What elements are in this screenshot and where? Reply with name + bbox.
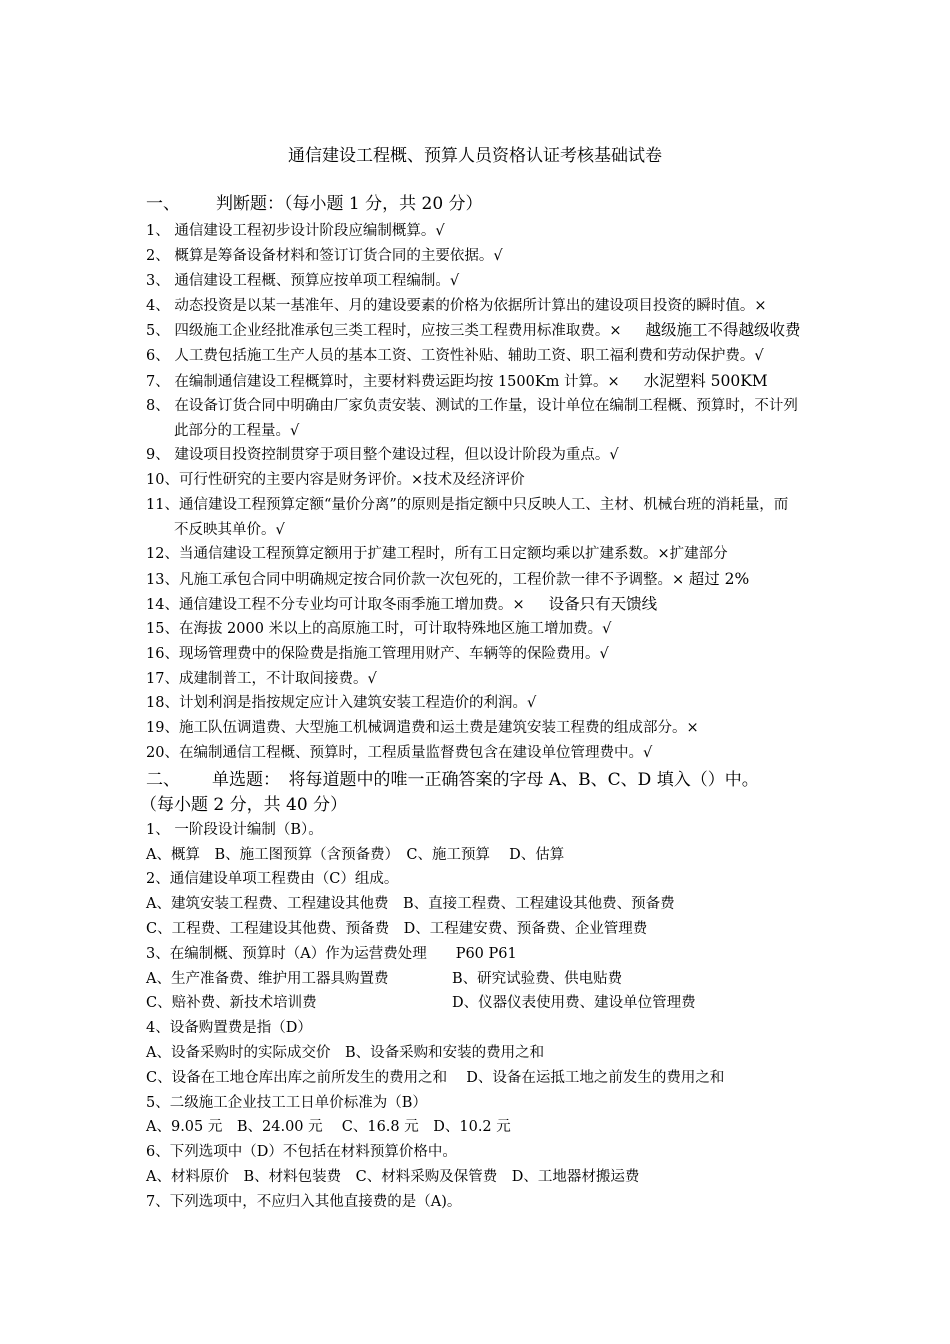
judge-item [146,617,611,638]
judge-item [146,394,798,415]
section1-title: 判断题：（每小题 1 分，共 20 分） [216,194,483,214]
mc-line: 3、在编制概、预算时（A）作为运营费处理 P60 P61 [146,946,517,962]
mc-line: 1、 一阶段设计编制（B）。 [146,822,323,838]
item-text: 在编制通信工程概、预算时，工程质量监督费包含在建设单位管理费中。√ [178,745,653,761]
item-text: 凡施工承包合同中明确规定按合同价款一次包死的，工程价款一律不予调整。× [178,572,685,588]
mc-line: 7、下列选项中，不应归入其他直接费的是（A)。 [146,1194,462,1210]
item-text: 概算是筹备设备材料和签订订货合同的主要依据。√ [174,248,503,264]
item-number: 2、 [146,248,170,264]
judge-item [146,468,525,489]
item-number: 15、 [146,621,179,637]
handwritten-note: 设备只有天馈线 [548,595,658,613]
item-number: 6、 [146,348,170,364]
item-text: 通信建设工程概、预算应按单项工程编制。√ [174,273,460,289]
item-text: 四级施工企业经批准承包三类工程时，应按三类工程费用标准取费。× [174,323,622,339]
item-number: 1、 [146,223,170,239]
item-number: 18、 [146,695,179,711]
judge-item [146,318,801,340]
item-text: 动态投资是以某一基准年、月的建设要素的价格为依据所计算出的建设项目投资的瞬时值。× [174,298,767,314]
item-number: 13、 [146,572,179,588]
mc-line: A、材料原价 B、材料包装费 C、材料采购及保管费 D、工地器材搬运费 [146,1169,640,1185]
item-text: 可行性研究的主要内容是财务评价。×技术及经济评价 [178,472,525,488]
mc-line: C、工程费、工程建设其他费、预备费 D、工程建安费、预备费、企业管理费 [146,921,648,937]
mc-line: A、建筑安装工程费、工程建设其他费 B、直接工程费、工程建设其他费、预备费 [146,896,675,912]
option-b: B、研究试验费、供电贴费 [452,971,623,987]
item-text: 计划利润是指按规定应计入建筑安装工程造价的利润。√ [178,695,537,711]
mc-line: 2、通信建设单项工程费由（C）组成。 [146,871,399,887]
item-text: 在设备订货合同中明确由厂家负责安装、测试的工作量，设计单位在编制工程概、预算时，不计列 [174,398,798,414]
judge-item [146,691,536,712]
item-number: 19、 [146,720,179,736]
mc-line: A、概算 B、施工图预算（含预备费） C、施工预算 D、估算 [146,847,565,863]
section2-scoring: （每小题 2 分，共 40 分） [140,795,348,815]
handwritten-note: 越级施工不得越级收费 [645,321,801,339]
mc-line: A、设备采购时的实际成交价 B、设备采购和安装的费用之和 [146,1045,545,1061]
handwritten-note: 超过 2% [688,570,750,588]
judge-item [146,716,699,737]
mc-line: A、9.05 元 B、24.00 元 C、16.8 元 D、10.2 元 [146,1119,511,1135]
item-text: 通信建设工程不分专业均可计取冬雨季施工增加费。× [178,597,525,613]
item-text: 在海拔 2000 米以上的高原施工时，可计取特殊地区施工增加费。√ [178,621,612,637]
judge-item [146,219,445,240]
judge-item [146,592,657,614]
judge-item [146,741,652,762]
section2-number: 二、 [146,770,180,790]
item-number: 8、 [146,398,170,414]
item-text: 通信建设工程初步设计阶段应编制概算。√ [174,223,445,239]
judge-item [146,269,459,290]
option-c: C、赔补费、新技术培训费 [146,995,317,1011]
item-text: 在编制通信建设工程概算时，主要材料费运距均按 1500Km 计算。× [174,374,620,390]
item-number: 9、 [146,447,170,463]
judge-item [146,493,788,514]
item-text: 通信建设工程预算定额“量价分离”的原则是指定额中只反映人工、主材、机械台班的消耗量，而 [178,497,789,513]
item-text: 施工队伍调遣费、大型施工机械调遣费和运土费是建筑安装工程费的组成部分。× [178,720,699,736]
item-number: 11、 [146,497,179,513]
judge-item [146,542,728,563]
section2-title: 单选题： 将每道题中的唯一正确答案的字母 A、B、C、D 填入（）中。 [212,770,759,790]
judge-item [146,294,767,315]
judge-item [146,344,764,365]
section1-number: 一、 [146,194,180,214]
mc-line [146,991,846,1012]
item-text: 人工费包括施工生产人员的基本工资、工资性补贴、辅助工资、职工福利费和劳动保护费。√ [174,348,764,364]
item-number: 4、 [146,298,170,314]
item-number: 3、 [146,273,170,289]
judge-item-continued: 此部分的工程量。√ [174,423,300,439]
option-d: D、仪器仪表使用费、建设单位管理费 [452,995,696,1011]
mc-line: C、设备在工地仓库出库之前所发生的费用之和 D、设备在运抵工地之前发生的费用之和 [146,1070,725,1086]
section1-heading [146,189,483,214]
item-text: 建设项目投资控制贯穿于项目整个建设过程，但以设计阶段为重点。√ [174,447,619,463]
item-number: 17、 [146,671,179,687]
judge-item-continued: 不反映其单价。√ [174,522,285,538]
handwritten-note: 水泥塑料 500KM [643,372,768,390]
item-text: 当通信建设工程预算定额用于扩建工程时，所有工日定额均乘以扩建系数。×扩建部分 [178,546,728,562]
item-number: 14、 [146,597,179,613]
mc-line: 6、下列选项中（D）不包括在材料预算价格中。 [146,1144,457,1160]
item-number: 12、 [146,546,179,562]
section2-heading [146,765,759,790]
mc-line: 5、二级施工企业技工工日单价标准为（B） [146,1095,427,1111]
option-a: A、生产准备费、维护用工器具购置费 [146,971,389,987]
judge-item [146,642,609,663]
document-title: 通信建设工程概、预算人员资格认证考核基础试卷 [288,146,662,166]
mc-line: 4、设备购置费是指（D） [146,1020,312,1036]
item-text: 现场管理费中的保险费是指施工管理用财产、车辆等的保险费用。√ [178,646,609,662]
judge-item [146,667,377,688]
item-number: 10、 [146,472,179,488]
item-number: 7、 [146,374,170,390]
judge-item [146,443,619,464]
judge-item [146,567,749,589]
mc-line [146,967,846,988]
judge-item [146,369,768,391]
judge-item [146,244,503,265]
item-text: 成建制普工，不计取间接费。√ [178,671,377,687]
item-number: 16、 [146,646,179,662]
item-number: 20、 [146,745,179,761]
item-number: 5、 [146,323,170,339]
